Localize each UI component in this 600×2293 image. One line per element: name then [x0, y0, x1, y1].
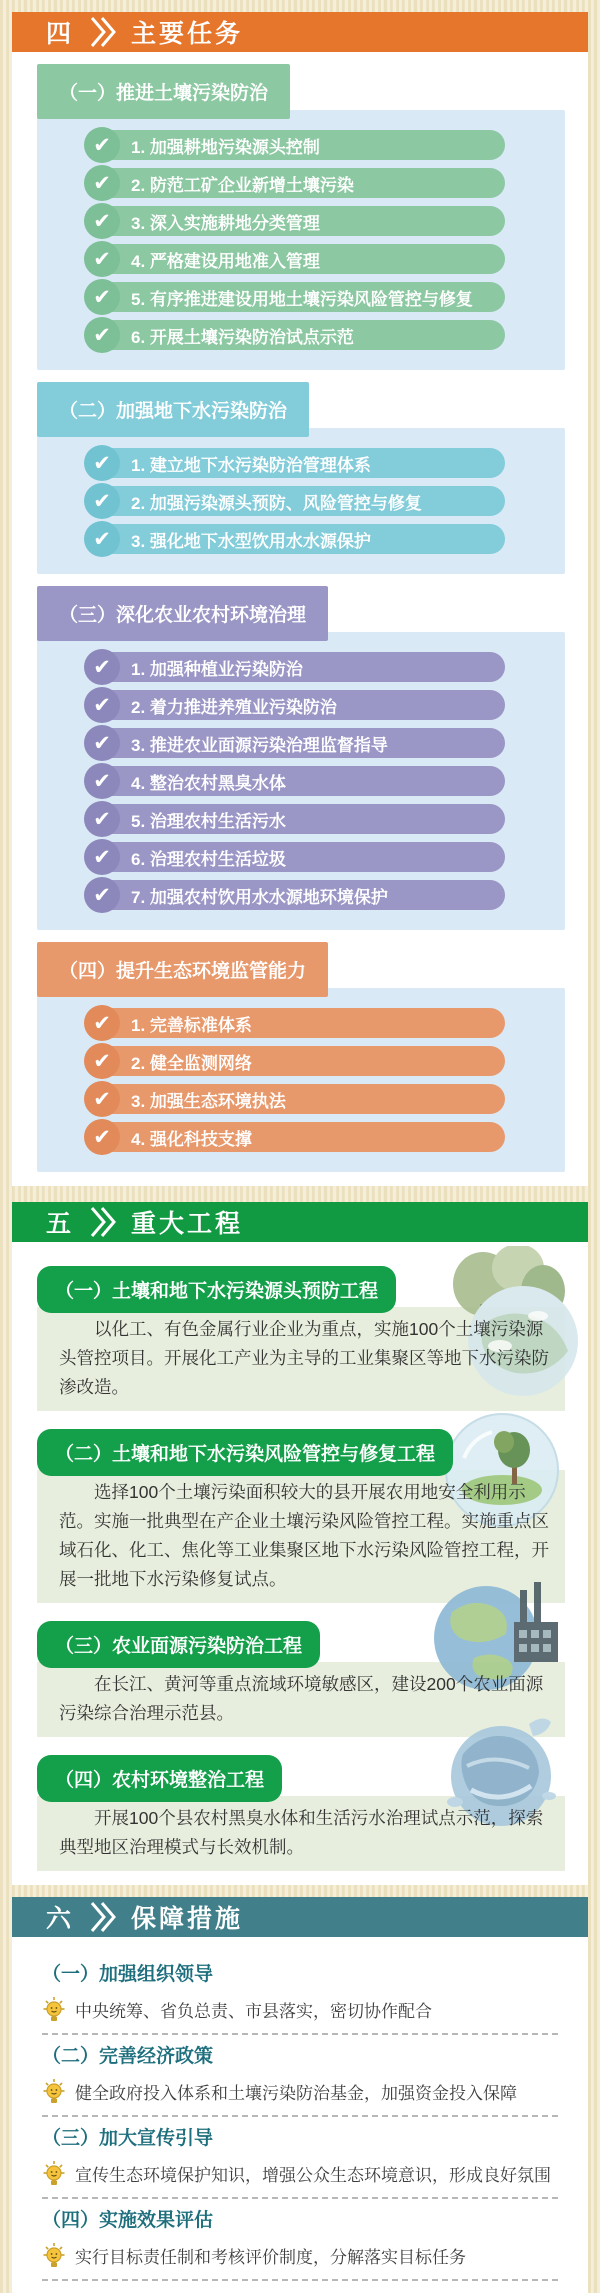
dashed-divider [42, 2033, 558, 2035]
task-item [87, 728, 505, 758]
task-item [87, 1008, 505, 1038]
measures-card [12, 1937, 588, 2293]
task-item-text: 2. 防范工矿企业新增土壤污染 [131, 175, 354, 195]
tasks-card [12, 52, 588, 1186]
checkmark-icon: ✔ [84, 1119, 120, 1155]
measure-detail-row [42, 1996, 558, 2023]
task-item-text: 3. 深入实施耕地分类管理 [131, 213, 320, 233]
task-item [87, 652, 505, 682]
project-body [37, 1796, 565, 1871]
measure-heading: （四）实施效果评估 [42, 2210, 214, 2231]
task-item [87, 690, 505, 720]
double-chevron-icon [89, 1206, 117, 1238]
lightbulb-icon [42, 1996, 66, 2023]
measure-detail-text: 宣传生态环境保护知识，增强公众生态环境意识，形成良好氛围 [75, 2166, 551, 2185]
checkmark-icon: ✔ [84, 203, 120, 239]
checkmark-icon: ✔ [84, 763, 120, 799]
checkmark-icon: ✔ [84, 279, 120, 315]
measure-heading: （三）加大宣传引导 [42, 2128, 214, 2149]
measure-heading: （二）完善经济政策 [42, 2046, 214, 2067]
project-body-text: 以化工、有色金属行业企业为重点，实施100个土壤污染源头管控项目。开展化工产业为主导的工业集聚区等地下水污染防渗改造。 [59, 1319, 549, 1397]
measure-detail-text: 中央统筹、省负总责、市县落实，密切协作配合 [75, 2002, 432, 2021]
measure-detail-row [42, 2078, 558, 2105]
checkmark-icon: ✔ [84, 317, 120, 353]
task-group-label: （三）深化农业农村环境治理 [37, 586, 328, 641]
measure-detail-text: 健全政府投入体系和土壤污染防治基金，加强资金投入保障 [75, 2084, 517, 2103]
task-item [87, 804, 505, 834]
task-item [87, 766, 505, 796]
task-group-panel [37, 988, 565, 1172]
project-body-text: 在长江、黄河等重点流域环境敏感区，建设200个农业面源污染综合治理示范县。 [59, 1674, 544, 1723]
measure-item [42, 1959, 558, 2035]
task-group-groundwater [37, 382, 565, 574]
double-chevron-icon [89, 16, 117, 48]
task-group-panel [37, 110, 565, 370]
task-item-text: 3. 强化地下水型饮用水水源保护 [131, 531, 371, 551]
task-item [87, 486, 505, 516]
task-item-text: 4. 整治农村黑臭水体 [131, 773, 286, 793]
checkmark-icon: ✔ [84, 445, 120, 481]
lightbulb-icon [42, 2242, 66, 2269]
checkmark-icon: ✔ [84, 165, 120, 201]
task-group-label: （一）推进土壤污染防治 [37, 64, 290, 119]
double-chevron-icon [89, 1901, 117, 1933]
project-label: （二）土壤和地下水污染风险管控与修复工程 [37, 1429, 453, 1476]
lightbulb-icon [42, 2160, 66, 2187]
checkmark-icon: ✔ [84, 649, 120, 685]
task-item [87, 320, 505, 350]
task-item [87, 244, 505, 274]
section-title: 重大工程 [131, 1210, 244, 1238]
project-label: （三）农业面源污染防治工程 [37, 1621, 320, 1668]
dashed-divider [42, 2197, 558, 2199]
task-item-text: 7. 加强农村饮用水水源地环境保护 [131, 887, 388, 907]
checkmark-icon: ✔ [84, 839, 120, 875]
checkmark-icon: ✔ [84, 877, 120, 913]
project-body [37, 1307, 565, 1411]
project-label: （四）农村环境整治工程 [37, 1755, 282, 1802]
task-item-text: 5. 有序推进建设用地土壤污染风险管控与修复 [131, 289, 473, 309]
project-body [37, 1470, 565, 1603]
checkmark-icon: ✔ [84, 725, 120, 761]
tasks-section-header [12, 12, 588, 52]
task-item-text: 2. 着力推进养殖业污染防治 [131, 697, 337, 717]
lightbulb-icon [42, 2078, 66, 2105]
checkmark-icon: ✔ [84, 687, 120, 723]
task-item-text: 4. 强化科技支撑 [131, 1129, 252, 1149]
project-body [37, 1662, 565, 1737]
task-item-text: 3. 推进农业面源污染治理监督指导 [131, 735, 388, 755]
task-group-panel [37, 428, 565, 574]
task-item [87, 206, 505, 236]
measure-item [42, 2123, 558, 2199]
measure-detail-row [42, 2160, 558, 2187]
section-number: 四 [46, 20, 72, 48]
project-body-text: 开展100个县农村黑臭水体和生活污水治理试点示范，探索典型地区治理模式与长效机制。 [59, 1808, 544, 1857]
task-item [87, 1122, 505, 1152]
checkmark-icon: ✔ [84, 1043, 120, 1079]
task-item [87, 282, 505, 312]
checkmark-icon: ✔ [84, 1005, 120, 1041]
task-group-soil [37, 64, 565, 370]
task-item-text: 1. 完善标准体系 [131, 1015, 252, 1035]
checkmark-icon: ✔ [84, 1081, 120, 1117]
measure-detail-row [42, 2242, 558, 2269]
task-item [87, 1046, 505, 1076]
checkmark-icon: ✔ [84, 521, 120, 557]
projects-card [12, 1242, 588, 1885]
task-item-text: 6. 治理农村生活垃圾 [131, 849, 286, 869]
task-item-text: 6. 开展土壤污染防治试点示范 [131, 327, 354, 347]
task-item [87, 1084, 505, 1114]
task-item-text: 1. 加强种植业污染防治 [131, 659, 303, 679]
task-item-text: 1. 建立地下水污染防治管理体系 [131, 455, 371, 475]
project-label: （一）土壤和地下水污染源头预防工程 [37, 1266, 396, 1313]
measure-detail-text: 实行目标责任制和考核评价制度，分解落实目标任务 [75, 2248, 466, 2267]
checkmark-icon: ✔ [84, 801, 120, 837]
section-title: 主要任务 [131, 20, 244, 48]
task-group-rural [37, 586, 565, 930]
measure-item [42, 2205, 558, 2281]
task-item [87, 130, 505, 160]
task-item [87, 880, 505, 910]
task-item-text: 2. 健全监测网络 [131, 1053, 252, 1073]
projects-section-header [12, 1202, 588, 1242]
task-item-text: 1. 加强耕地污染源头控制 [131, 137, 320, 157]
checkmark-icon: ✔ [84, 483, 120, 519]
task-item [87, 168, 505, 198]
task-group-label: （四）提升生态环境监管能力 [37, 942, 328, 997]
task-item-text: 2. 加强污染源头预防、风险管控与修复 [131, 493, 422, 513]
checkmark-icon: ✔ [84, 127, 120, 163]
task-item-text: 3. 加强生态环境执法 [131, 1091, 286, 1111]
measure-item [42, 2041, 558, 2117]
task-item-text: 4. 严格建设用地准入管理 [131, 251, 320, 271]
dashed-divider [42, 2115, 558, 2117]
task-item [87, 524, 505, 554]
section-number: 五 [46, 1210, 72, 1238]
dashed-divider [42, 2279, 558, 2281]
measures-section-header [12, 1897, 588, 1937]
task-group-supervision [37, 942, 565, 1172]
task-group-label: （二）加强地下水污染防治 [37, 382, 309, 437]
measure-heading: （一）加强组织领导 [42, 1964, 214, 1985]
checkmark-icon: ✔ [84, 241, 120, 277]
section-title: 保障措施 [131, 1905, 244, 1933]
section-number: 六 [46, 1905, 72, 1933]
task-item [87, 448, 505, 478]
project-body-text: 选择100个土壤污染面积较大的县开展农用地安全利用示范。实施一批典型在产企业土壤污染风险管控工程。实施重点区域石化、化工、焦化等工业集聚区地下水污染风险管控工程，开展一批地下水污染修复试点。 [59, 1482, 549, 1589]
task-item-text: 5. 治理农村生活污水 [131, 811, 286, 831]
task-group-panel [37, 632, 565, 930]
task-item [87, 842, 505, 872]
